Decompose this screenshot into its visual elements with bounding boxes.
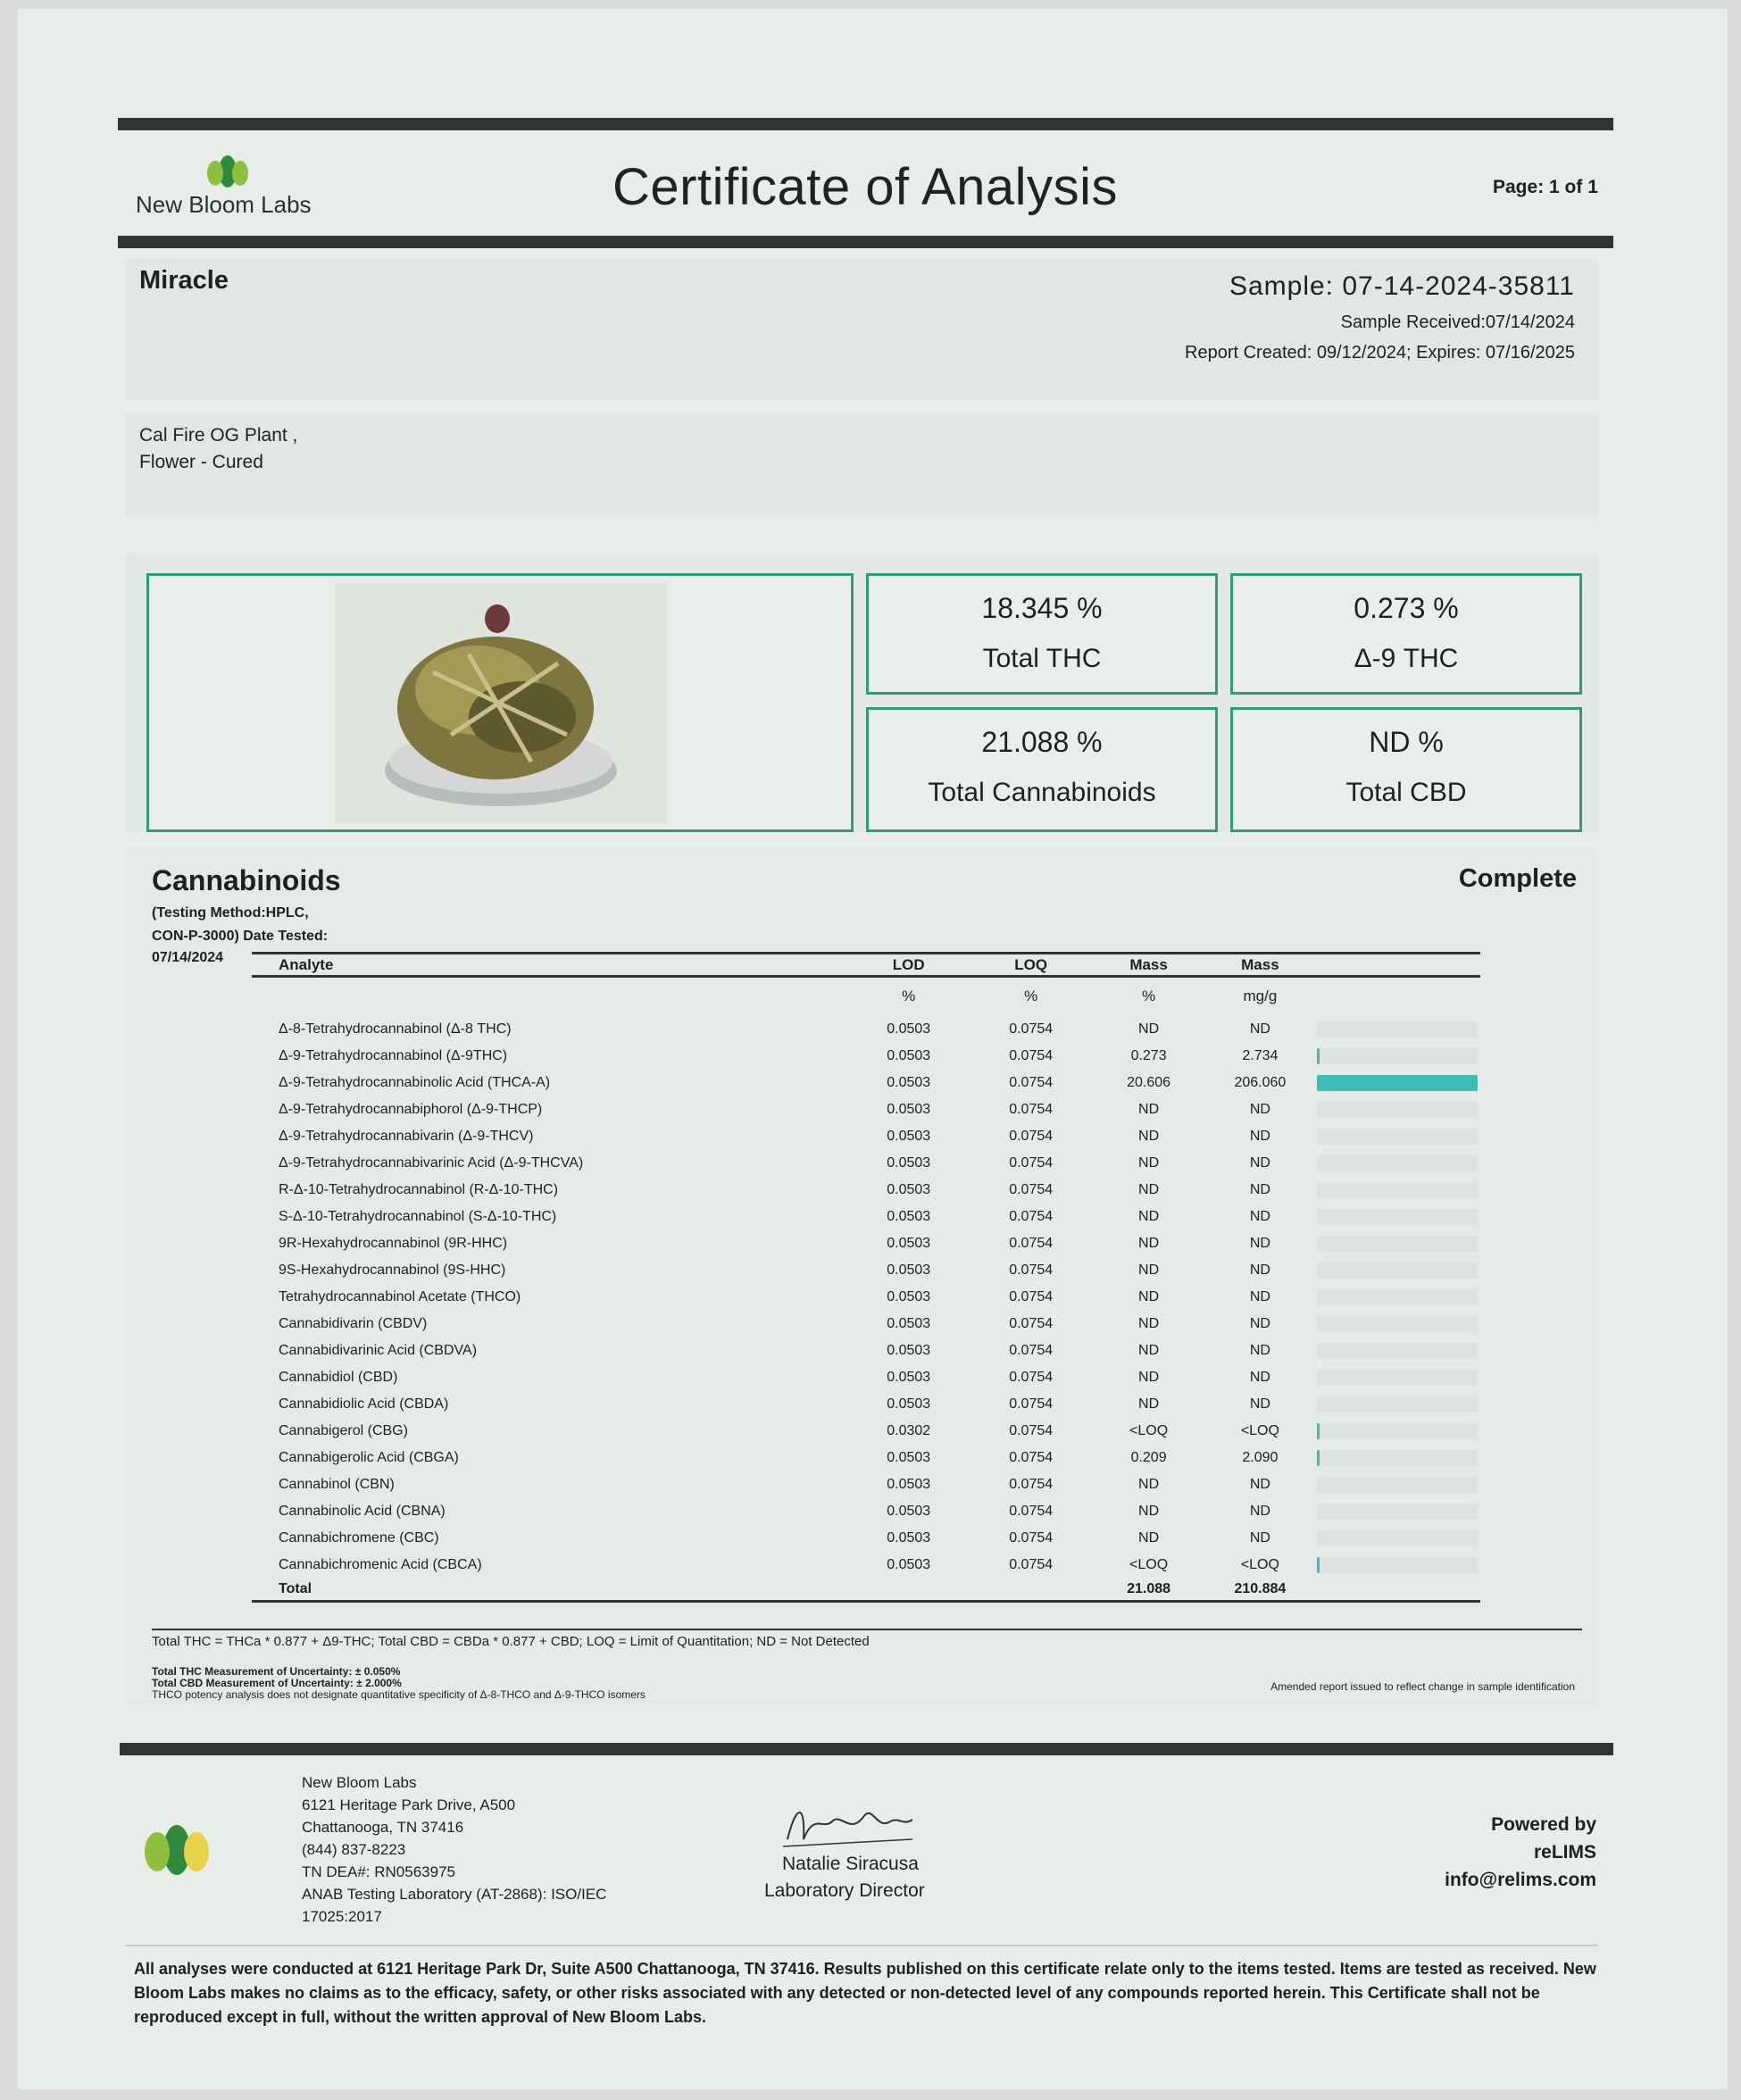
unit-mass-mg: mg/g xyxy=(1243,988,1278,1005)
analyte-cell: Cannabinolic Acid (CBNA) xyxy=(279,1503,446,1519)
bar-cell xyxy=(1317,1096,1480,1123)
loq-cell: 0.0754 xyxy=(1009,1342,1054,1358)
mass-pct-cell: ND xyxy=(1138,1262,1160,1278)
mass-mg-cell: 2.090 xyxy=(1242,1449,1279,1465)
loq-cell: 0.0754 xyxy=(1009,1262,1054,1278)
formula-note: Total THC = THCa * 0.877 + Δ9-THC; Total CBD = CBDa * 0.877 + CBD; LOQ = Limit of Quantitation; ND = Not Detected xyxy=(152,1634,870,1649)
analyte-cell: Cannabigerol (CBG) xyxy=(279,1422,408,1438)
mass-pct-cell: ND xyxy=(1138,1181,1160,1197)
bar-track xyxy=(1317,1343,1478,1359)
loq-cell: 0.0754 xyxy=(1009,1422,1054,1438)
page-number: Page: 1 of 1 xyxy=(1493,177,1598,197)
client-name: Miracle xyxy=(139,266,229,295)
table-row xyxy=(252,1096,1480,1123)
mass-pct-cell: ND xyxy=(1138,1315,1160,1331)
mass-mg-cell: ND xyxy=(1249,1262,1270,1278)
analyte-cell: Cannabidivarin (CBDV) xyxy=(279,1315,428,1331)
mass-pct-cell: ND xyxy=(1138,1369,1160,1385)
bar-track xyxy=(1317,1155,1478,1171)
loq-cell: 0.0754 xyxy=(1009,1556,1054,1572)
loq-cell: 0.0754 xyxy=(1009,1503,1054,1519)
mass-mg-cell: ND xyxy=(1249,1315,1270,1331)
mass-pct-cell: <LOQ xyxy=(1129,1422,1169,1438)
table-row xyxy=(252,1204,1480,1230)
unit-bar xyxy=(1317,977,1480,1016)
bar-track xyxy=(1317,1236,1478,1252)
loq-cell: 0.0754 xyxy=(1009,1529,1054,1546)
analyte-cell: Δ-9-Tetrahydrocannabivarin (Δ-9-THCV) xyxy=(279,1128,534,1144)
lab-address xyxy=(302,1771,606,1928)
col-analyte: Analyte xyxy=(252,954,850,977)
loq-cell: 0.0754 xyxy=(1009,1476,1054,1492)
total-lod xyxy=(850,1579,968,1602)
mass-mg-cell: ND xyxy=(1249,1369,1270,1385)
leaf-logo-icon xyxy=(201,154,254,189)
address-line: 6121 Heritage Park Drive, A500 xyxy=(302,1796,516,1813)
bar-track xyxy=(1317,1289,1478,1305)
lod-cell: 0.0503 xyxy=(887,1101,931,1117)
bar-cell xyxy=(1317,1230,1480,1257)
table-row xyxy=(252,1338,1480,1364)
mass-mg-cell: 2.734 xyxy=(1242,1047,1279,1063)
table-row xyxy=(252,1177,1480,1204)
loq-cell: 0.0754 xyxy=(1009,1101,1054,1117)
analyte-cell: Cannabichromenic Acid (CBCA) xyxy=(279,1556,482,1572)
unit-mass-pct: % xyxy=(1142,988,1156,1005)
loq-cell: 0.0754 xyxy=(1009,1047,1054,1063)
mass-pct-cell: ND xyxy=(1138,1208,1160,1224)
delta9-thc-card xyxy=(1230,573,1582,695)
loq-cell: 0.0754 xyxy=(1009,1396,1054,1412)
mass-mg-cell: ND xyxy=(1249,1288,1270,1304)
loq-cell: 0.0754 xyxy=(1009,1315,1054,1331)
mass-pct-cell: ND xyxy=(1138,1101,1160,1117)
lod-cell: 0.0503 xyxy=(887,1208,931,1224)
table-row xyxy=(252,1418,1480,1445)
unit-loq: % xyxy=(1024,988,1038,1005)
table-row xyxy=(252,1016,1480,1043)
bar-cell xyxy=(1317,1418,1480,1445)
bar-fill xyxy=(1317,1423,1320,1439)
bar-track xyxy=(1317,1048,1478,1064)
bar-track xyxy=(1317,1182,1478,1198)
col-lod: LOD xyxy=(850,954,968,977)
unit-analyte xyxy=(252,977,850,1016)
col-mass-pct: Mass xyxy=(1095,954,1204,977)
mass-mg-cell: ND xyxy=(1249,1021,1270,1037)
total-label: Total xyxy=(252,1579,850,1602)
mass-mg-cell: ND xyxy=(1249,1503,1270,1519)
mass-pct-cell: 20.606 xyxy=(1127,1074,1171,1090)
bar-cell xyxy=(1317,1338,1480,1364)
lod-cell: 0.0503 xyxy=(887,1074,931,1090)
mass-pct-cell: ND xyxy=(1138,1021,1160,1037)
analyte-cell: R-Δ-10-Tetrahydrocannabinol (R-Δ-10-THC) xyxy=(279,1181,559,1197)
col-mass-mg: Mass xyxy=(1203,954,1317,977)
total-thc-card xyxy=(866,573,1218,695)
analyte-cell: Cannabidivarinic Acid (CBDVA) xyxy=(279,1342,478,1358)
col-bar xyxy=(1317,954,1480,977)
lod-cell: 0.0503 xyxy=(887,1529,931,1546)
mass-pct-cell: ND xyxy=(1138,1396,1160,1412)
bar-cell xyxy=(1317,1123,1480,1150)
bar-cell xyxy=(1317,1391,1480,1418)
total-cannabinoids-value: 21.088 % xyxy=(981,726,1103,758)
bar-track xyxy=(1317,1209,1478,1225)
address-line: ANAB Testing Laboratory (AT-2868): ISO/IEC xyxy=(302,1886,607,1903)
bar-cell xyxy=(1317,1016,1480,1043)
bar-fill xyxy=(1317,1450,1320,1466)
total-mg: 210.884 xyxy=(1203,1579,1317,1602)
bar-cell xyxy=(1317,1471,1480,1498)
bar-track xyxy=(1317,1075,1478,1091)
mass-pct-cell: 0.209 xyxy=(1130,1449,1167,1465)
total-pct: 21.088 xyxy=(1095,1579,1204,1602)
mass-pct-cell: ND xyxy=(1138,1342,1160,1358)
mass-pct-cell: ND xyxy=(1138,1476,1160,1492)
bar-cell xyxy=(1317,1552,1480,1579)
table-row xyxy=(252,1043,1480,1070)
method-code: CON-P-3000) Date Tested: xyxy=(152,929,329,944)
col-loq: LOQ xyxy=(968,954,1095,977)
bar-cell xyxy=(1317,1525,1480,1552)
lod-cell: 0.0503 xyxy=(887,1235,931,1251)
address-line: 17025:2017 xyxy=(302,1908,382,1925)
total-cannabinoids-label: Total Cannabinoids xyxy=(928,778,1156,807)
disclaimer: All analyses were conducted at 6121 Heritage Park Dr, Suite A500 Chattanooga, TN 37416. Results published on this certificate relate only to the items tested. Items are tested as received. New Bloom Labs makes no claims as to the efficacy, safety, or other risks associated with any detected or non-detected level of any compounds reported herein. This Certificate shall not be reproduced except in full, without the written approval of New Bloom Labs. xyxy=(134,1960,1596,2026)
analyte-cell: Δ-9-Tetrahydrocannabiphorol (Δ-9-THCP) xyxy=(279,1101,543,1117)
lod-cell: 0.0503 xyxy=(887,1181,931,1197)
thco-note: THCO potency analysis does not designate quantitative specificity of Δ-8-THCO and Δ-9-THCO isomers xyxy=(152,1688,646,1701)
mass-mg-cell: ND xyxy=(1249,1529,1270,1546)
bar-cell xyxy=(1317,1204,1480,1230)
cbd-uncertainty: Total CBD Measurement of Uncertainty: ± 2.000% xyxy=(152,1677,402,1689)
powered-brand: reLIMS xyxy=(1533,1842,1596,1862)
bar-track xyxy=(1317,1477,1478,1493)
page-title: Certificate of Analysis xyxy=(612,158,1118,216)
total-thc-value: 18.345 % xyxy=(981,592,1103,624)
analyte-cell: 9R-Hexahydrocannabinol (9R-HHC) xyxy=(279,1235,508,1251)
table-row xyxy=(252,1123,1480,1150)
total-cbd-value: ND % xyxy=(1369,726,1444,758)
product-line2: Flower - Cured xyxy=(139,452,263,472)
mass-mg-cell: ND xyxy=(1249,1476,1270,1492)
table-header xyxy=(252,954,1480,977)
footer-rule xyxy=(120,1743,1613,1755)
delta9-thc-label: Δ-9 THC xyxy=(1354,644,1459,673)
analyte-cell: Cannabigerolic Acid (CBGA) xyxy=(279,1449,459,1465)
disclaimer-rule xyxy=(125,1945,1598,1946)
total-cannabinoids-card xyxy=(866,707,1218,832)
mass-pct-cell: ND xyxy=(1138,1154,1160,1171)
mass-pct-cell: ND xyxy=(1138,1503,1160,1519)
sample-photo-frame xyxy=(146,573,854,832)
loq-cell: 0.0754 xyxy=(1009,1449,1054,1465)
mass-mg-cell: <LOQ xyxy=(1240,1422,1279,1438)
analyte-cell: Δ-9-Tetrahydrocannabivarinic Acid (Δ-9-THCVA) xyxy=(279,1154,584,1171)
signer-title: Laboratory Director xyxy=(764,1880,925,1901)
lod-cell: 0.0503 xyxy=(887,1047,931,1063)
bar-cell xyxy=(1317,1445,1480,1471)
uncertainty-notes xyxy=(152,1666,646,1701)
bar-cell xyxy=(1317,1498,1480,1525)
analyte-cell: Cannabinol (CBN) xyxy=(279,1476,395,1492)
bar-track xyxy=(1317,1504,1478,1520)
mass-mg-cell: <LOQ xyxy=(1240,1556,1279,1572)
powered-label: Powered by xyxy=(1491,1814,1596,1835)
lod-cell: 0.0503 xyxy=(887,1342,931,1358)
mass-mg-cell: ND xyxy=(1249,1235,1270,1251)
address-line: Chattanooga, TN 37416 xyxy=(302,1819,464,1836)
total-bar xyxy=(1317,1579,1480,1602)
lod-cell: 0.0503 xyxy=(887,1262,931,1278)
bar-cell xyxy=(1317,1364,1480,1391)
mass-mg-cell: 206.060 xyxy=(1234,1074,1287,1090)
analyte-cell: S-Δ-10-Tetrahydrocannabinol (S-Δ-10-THC) xyxy=(279,1208,557,1224)
analyte-cell: Tetrahydrocannabinol Acetate (THCO) xyxy=(279,1288,521,1304)
sample-id: Sample: 07-14-2024-35811 xyxy=(1229,271,1575,301)
report-dates: Report Created: 09/12/2024; Expires: 07/16/2025 xyxy=(1185,343,1575,362)
sample-received: Sample Received:07/14/2024 xyxy=(1340,312,1575,332)
table-row xyxy=(252,1150,1480,1177)
bar-fill xyxy=(1317,1075,1478,1091)
table-row xyxy=(252,1257,1480,1284)
lod-cell: 0.0503 xyxy=(887,1021,931,1037)
lod-cell: 0.0503 xyxy=(887,1128,931,1144)
table-row xyxy=(252,1311,1480,1338)
lod-cell: 0.0503 xyxy=(887,1154,931,1171)
total-loq xyxy=(968,1579,1095,1602)
delta9-thc-value: 0.273 % xyxy=(1354,592,1459,624)
mass-pct-cell: <LOQ xyxy=(1129,1556,1169,1572)
bar-track xyxy=(1317,1129,1478,1145)
flower-sample-photo xyxy=(335,583,667,824)
loq-cell: 0.0754 xyxy=(1009,1235,1054,1251)
amended-note: Amended report issued to reflect change in sample identification xyxy=(1270,1680,1575,1693)
powered-by xyxy=(1445,1811,1596,1894)
bar-cell xyxy=(1317,1043,1480,1070)
footer-logo-icon xyxy=(136,1821,218,1879)
total-cbd-label: Total CBD xyxy=(1345,778,1467,807)
lod-cell: 0.0503 xyxy=(887,1288,931,1304)
analyte-cell: Δ-9-Tetrahydrocannabinolic Acid (THCA-A) xyxy=(279,1074,551,1090)
product-panel xyxy=(125,412,1598,518)
bar-cell xyxy=(1317,1177,1480,1204)
lab-name: New Bloom Labs xyxy=(136,191,312,218)
analyte-cell: Δ-9-Tetrahydrocannabinol (Δ-9THC) xyxy=(279,1047,508,1063)
bar-track xyxy=(1317,1262,1478,1279)
lod-cell: 0.0503 xyxy=(887,1315,931,1331)
table-row xyxy=(252,1445,1480,1471)
table-row xyxy=(252,1498,1480,1525)
bar-fill xyxy=(1317,1048,1320,1064)
analyte-cell: 9S-Hexahydrocannabinol (9S-HHC) xyxy=(279,1262,506,1278)
section-title: Cannabinoids xyxy=(152,864,341,896)
bar-track xyxy=(1317,1423,1478,1439)
total-row xyxy=(252,1579,1480,1602)
powered-email[interactable]: info@relims.com xyxy=(1445,1870,1596,1890)
table-row xyxy=(252,1552,1480,1579)
bar-track xyxy=(1317,1450,1478,1466)
loq-cell: 0.0754 xyxy=(1009,1074,1054,1090)
signature-image xyxy=(779,1795,921,1852)
lod-cell: 0.0503 xyxy=(887,1556,931,1572)
header-rule xyxy=(118,236,1613,248)
bar-track xyxy=(1317,1021,1478,1038)
lod-cell: 0.0503 xyxy=(887,1476,931,1492)
table-row xyxy=(252,1364,1480,1391)
analyte-cell: Cannabichromene (CBC) xyxy=(279,1529,439,1546)
table-row xyxy=(252,1471,1480,1498)
mass-pct-cell: ND xyxy=(1138,1529,1160,1546)
loq-cell: 0.0754 xyxy=(1009,1128,1054,1144)
lod-cell: 0.0503 xyxy=(887,1503,931,1519)
mass-mg-cell: ND xyxy=(1249,1128,1270,1144)
total-thc-label: Total THC xyxy=(982,644,1102,673)
top-rule xyxy=(118,118,1613,130)
analyte-cell: Cannabidiol (CBD) xyxy=(279,1369,398,1385)
bar-track xyxy=(1317,1370,1478,1386)
address-line: New Bloom Labs xyxy=(302,1774,417,1791)
bar-cell xyxy=(1317,1257,1480,1284)
bar-cell xyxy=(1317,1070,1480,1096)
status-badge: Complete xyxy=(1458,864,1577,893)
lod-cell: 0.0503 xyxy=(887,1449,931,1465)
thc-uncertainty: Total THC Measurement of Uncertainty: ± 0.050% xyxy=(152,1665,401,1678)
testing-method: (Testing Method:HPLC, xyxy=(152,905,309,921)
mass-mg-cell: ND xyxy=(1249,1101,1270,1117)
address-line: (844) 837-8223 xyxy=(302,1841,406,1858)
bar-track xyxy=(1317,1530,1478,1546)
loq-cell: 0.0754 xyxy=(1009,1181,1054,1197)
date-tested: 07/14/2024 xyxy=(152,950,224,965)
table-row xyxy=(252,1391,1480,1418)
bar-cell xyxy=(1317,1284,1480,1311)
bar-track xyxy=(1317,1557,1478,1573)
loq-cell: 0.0754 xyxy=(1009,1021,1054,1037)
mass-pct-cell: ND xyxy=(1138,1235,1160,1251)
table-row xyxy=(252,1070,1480,1096)
analyte-cell: Cannabidiolic Acid (CBDA) xyxy=(279,1396,449,1412)
loq-cell: 0.0754 xyxy=(1009,1208,1054,1224)
analyte-cell: Δ-8-Tetrahydrocannabinol (Δ-8 THC) xyxy=(279,1021,512,1037)
table-row xyxy=(252,1525,1480,1552)
lod-cell: 0.0503 xyxy=(887,1396,931,1412)
bar-track xyxy=(1317,1396,1478,1412)
address-line: TN DEA#: RN0563975 xyxy=(302,1863,455,1880)
signer-name: Natalie Siracusa xyxy=(782,1854,919,1874)
bar-track xyxy=(1317,1102,1478,1118)
bar-fill xyxy=(1317,1557,1320,1573)
mass-pct-cell: ND xyxy=(1138,1128,1160,1144)
bar-cell xyxy=(1317,1311,1480,1338)
unit-lod: % xyxy=(902,988,916,1005)
table-row xyxy=(252,1230,1480,1257)
bar-track xyxy=(1317,1316,1478,1332)
loq-cell: 0.0754 xyxy=(1009,1288,1054,1304)
loq-cell: 0.0754 xyxy=(1009,1154,1054,1171)
mass-mg-cell: ND xyxy=(1249,1342,1270,1358)
table-row xyxy=(252,1284,1480,1311)
loq-cell: 0.0754 xyxy=(1009,1369,1054,1385)
notes-rule xyxy=(152,1629,1582,1630)
product-line1: Cal Fire OG Plant , xyxy=(139,425,298,446)
total-cbd-card xyxy=(1230,707,1582,832)
mass-mg-cell: ND xyxy=(1249,1154,1270,1171)
mass-pct-cell: ND xyxy=(1138,1288,1160,1304)
lod-cell: 0.0302 xyxy=(887,1422,931,1438)
lod-cell: 0.0503 xyxy=(887,1369,931,1385)
cannabinoids-table xyxy=(252,952,1480,1603)
mass-pct-cell: 0.273 xyxy=(1130,1047,1167,1063)
units-row xyxy=(252,977,1480,1016)
mass-mg-cell: ND xyxy=(1249,1181,1270,1197)
mass-mg-cell: ND xyxy=(1249,1208,1270,1224)
bar-cell xyxy=(1317,1150,1480,1177)
mass-mg-cell: ND xyxy=(1249,1396,1270,1412)
